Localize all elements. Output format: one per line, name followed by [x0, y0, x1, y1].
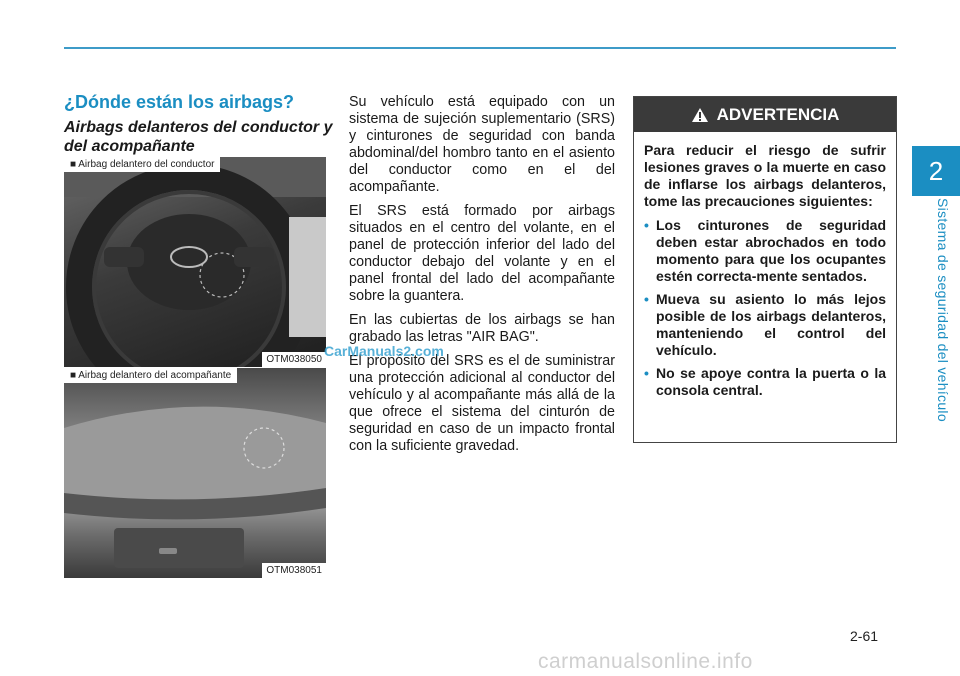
- paragraph: Su vehículo está equipado con un sistema de sujeción suplementario (SRS) y cinturones de seguridad con banda abdominal/del hombro tanto en el asiento del conductor como en el del acompañante.: [349, 94, 615, 195]
- figure-caption: ■ Airbag delantero del acompañante: [64, 368, 237, 383]
- warning-item-text: Los cinturones de seguridad deben estar abrochados en todo momento para que los ocupantes estén correcta-mente sentados.: [656, 217, 886, 284]
- paragraph: El propósito del SRS es el de suministrar una protección adicional al conductor del vehículo y al acompañante más allá de la que ofrece el sistema del cinturón de seguridad en caso de un impacto frontal con la suficiente gravedad.: [349, 353, 615, 454]
- chapter-number: 2: [928, 155, 944, 186]
- warning-item-text: No se apoye contra la puerta o la consola central.: [656, 365, 886, 398]
- chapter-tab: [912, 146, 960, 196]
- driver-airbag-photo: [64, 157, 326, 367]
- dashboard-illustration: [64, 368, 326, 578]
- watermark: CarManuals2.com: [324, 343, 444, 359]
- top-rule: [64, 47, 896, 49]
- warning-icon: [691, 107, 709, 123]
- section-subheading: Airbags delanteros del conductor y del acompañante: [64, 119, 333, 155]
- warning-item: [644, 217, 886, 285]
- passenger-airbag-photo: [64, 368, 326, 578]
- warning-title: ADVERTENCIA: [716, 104, 840, 124]
- warning-box: [633, 96, 897, 443]
- bullet-icon: •: [644, 365, 649, 381]
- page-number: 2-61: [850, 628, 879, 644]
- paragraph: En las cubiertas de los airbags se han grabado las letras "AIR BAG".: [349, 312, 615, 345]
- figure-code: OTM038051: [262, 563, 326, 578]
- bullet-icon: •: [644, 217, 649, 233]
- chapter-title: Sistema de seguridad del vehículo: [935, 198, 951, 422]
- paragraph: El SRS está formado por airbags situados en el centro del volante, en el panel de protección inferior del lado del conductor debajo del volante y en el panel frontal del lado del acompañante sobre la guantera.: [349, 203, 615, 304]
- body-text: [349, 94, 615, 462]
- warning-body: [634, 132, 896, 399]
- footer-watermark: carmanualsonline.info: [538, 650, 753, 673]
- steering-wheel-illustration: [64, 157, 326, 367]
- warning-item: [644, 365, 886, 399]
- warning-header: [634, 97, 896, 132]
- warning-item: [644, 291, 886, 359]
- warning-item-text: Mueva su asiento lo más lejos posible de los airbags delanteros, manteniendo el control del vehículo.: [656, 291, 886, 358]
- bullet-icon: •: [644, 291, 649, 307]
- figure-caption: ■ Airbag delantero del conductor: [64, 157, 220, 172]
- figure-code: OTM038050: [262, 352, 326, 367]
- warning-intro: Para reducir el riesgo de sufrir lesiones graves o la muerte en caso de inflarse los airbags delanteros, tome las precauciones siguientes:: [644, 142, 886, 209]
- section-heading: ¿Dónde están los airbags?: [64, 92, 295, 112]
